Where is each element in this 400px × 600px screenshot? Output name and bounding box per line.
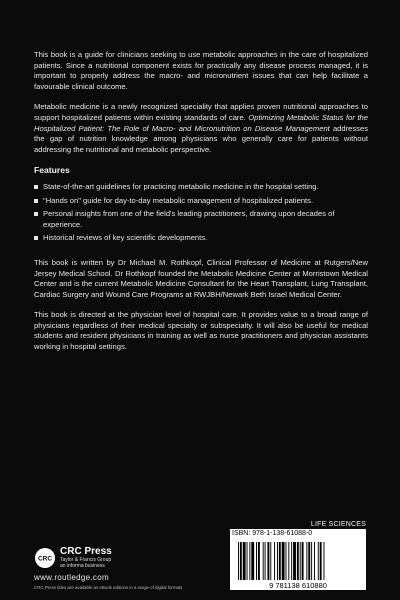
barcode-bar — [256, 542, 257, 580]
barcode-bar — [270, 542, 271, 580]
author-paragraph: This book is written by Dr Michael M. Rothkopf, Clinical Professor of Medicine at Rutgers/New Jersey Medical School. Dr Rothkopf founded the Metabolic Medicine Center at Morristown Medical Center and is the current Metabolic Medicine Consultant for the Heart Transplant, Lung Transplant, Cardiac Surgery and Wound Care Programs at RWJBH/Newark Beth Israel Medical Center. — [34, 257, 368, 299]
features-list — [34, 182, 368, 244]
barcode-bar — [308, 542, 310, 580]
barcode-bar — [249, 542, 250, 580]
barcode-bar — [311, 542, 312, 580]
barcode-digits: 9 781138 610880 — [269, 581, 327, 590]
barcode-graphic — [230, 539, 366, 590]
crc-logo-text: CRC — [37, 555, 53, 562]
isbn-label: ISBN: 978-1-138-61088-0 — [230, 529, 366, 539]
description-paragraph-2 — [34, 102, 368, 155]
publisher-website: www.routledge.com — [34, 573, 109, 582]
barcode-bar — [302, 542, 304, 580]
barcode-bar — [277, 542, 278, 580]
publisher-logo — [34, 546, 112, 569]
barcode-bar — [279, 542, 281, 580]
barcode-bar — [243, 542, 246, 580]
barcode-bar — [293, 542, 296, 580]
barcode-bar — [263, 542, 264, 580]
subject-category: LIFE SCIENCES — [310, 521, 366, 528]
publisher-group: Taylor & Francis Group — [60, 557, 112, 563]
feature-item: Personal insights from one of the field's leading practitioners, drawing upon decades of experience. — [34, 209, 368, 230]
barcode-bar — [324, 542, 325, 580]
ebook-footnote: CRC Press titles are available as eBook editions in a range of digital formats — [34, 585, 183, 590]
barcode-bar — [282, 542, 285, 580]
barcode-bar — [258, 542, 260, 580]
feature-item: "Hands on" guide for day-to-day metabolic management of hospitalized patients. — [34, 196, 368, 207]
description-p2-end: addresses the gap of nutrition knowledge among physicians who generally care for patients without addressing the nutritional and metabolic perspective. — [34, 123, 368, 154]
barcode-bar — [265, 542, 266, 580]
description-paragraph-1: This book is a guide for clinicians seeking to use metabolic approaches in the care of hospitalized patients. Since a nutritional component exists for practically any disease process managed, it is important to properly address the macro- and micronutrient issues that can help facilitate a favourable clinical outcome. — [34, 50, 368, 91]
barcode-bar — [288, 542, 289, 580]
publisher-brand: CRC Press — [60, 546, 112, 557]
barcode-bar — [300, 542, 301, 580]
barcode-bar — [240, 542, 242, 580]
publisher-tagline: an informa business — [60, 563, 105, 569]
description-p2-start: Metabolic medicine is a newly recognized speciality that applies proven nutritional approaches to support hospitalized patients within existing standards of care. — [34, 102, 368, 122]
barcode-bar — [267, 542, 269, 580]
crc-logo-icon — [34, 547, 56, 569]
barcode-bar — [247, 542, 248, 580]
features-heading: Features — [34, 165, 70, 176]
feature-item: Historical reviews of key scientific developments. — [34, 233, 368, 244]
audience-paragraph: This book is directed at the physician level of hospital care. It provides value to a broad range of physicians regardless of their medical specialty or subspecialty. It will also be useful for medical students and resident physicians in training as well as nurse practitioners and physician assistants working in hospital settings. — [34, 310, 368, 352]
barcode-bar — [238, 542, 239, 580]
barcode-bar — [320, 542, 322, 580]
barcode-bar — [306, 542, 307, 580]
barcode-bar — [286, 542, 287, 580]
feature-item: State-of-the-art guidelines for practicing metabolic medicine in the hospital setting. — [34, 182, 368, 193]
barcode — [230, 539, 366, 590]
barcode-bar — [251, 542, 254, 580]
barcode-bar — [291, 542, 292, 580]
book-title-italic: Optimizing Metabolic Status for the Hospitalized Patient: The Role of Macro- and Micronutrition on Disease Management — [34, 112, 368, 133]
barcode-bar — [274, 542, 275, 580]
back-cover-text — [34, 50, 368, 363]
barcode-bar — [297, 542, 299, 580]
publisher-text — [60, 546, 112, 569]
barcode-bar — [314, 542, 315, 580]
barcode-bar — [318, 542, 319, 580]
